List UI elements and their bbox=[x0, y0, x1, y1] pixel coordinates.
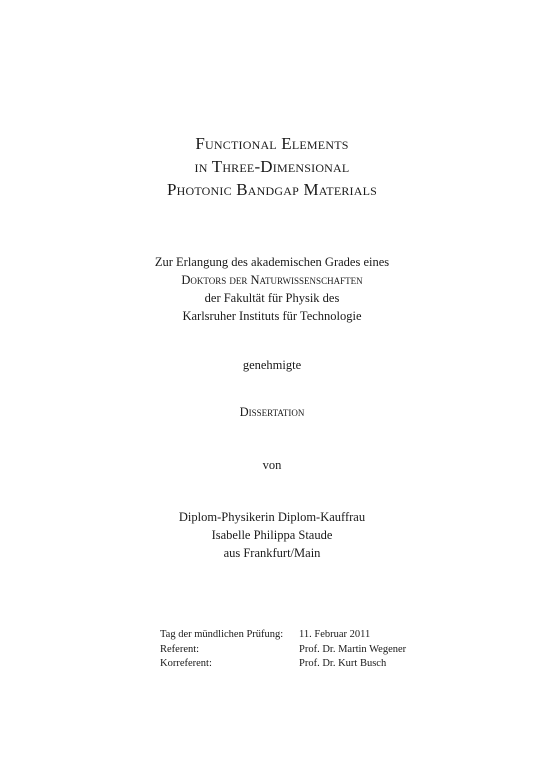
exam-info-row bbox=[160, 628, 406, 643]
exam-info-row bbox=[160, 657, 406, 672]
co-referee-value: Prof. Dr. Kurt Busch bbox=[299, 658, 387, 669]
co-referee-label: Korreferent: bbox=[160, 658, 212, 669]
author-origin: aus Frankfurt/Main bbox=[223, 546, 321, 560]
purpose-line-1: Zur Erlangung des akademischen Grades eines bbox=[154, 255, 390, 269]
title-line-2: in Three-Dimensional bbox=[194, 157, 350, 176]
thesis-title bbox=[0, 132, 544, 201]
purpose-line-4: Karlsruher Instituts für Technologie bbox=[182, 309, 362, 323]
degree-statement bbox=[0, 253, 544, 325]
author-block bbox=[0, 508, 544, 562]
exam-date-value: 11. Februar 2011 bbox=[299, 629, 371, 640]
exam-info-table bbox=[160, 628, 406, 672]
title-line-1: Functional Elements bbox=[195, 134, 349, 153]
purpose-line-3: der Fakultät für Physik des bbox=[204, 291, 340, 305]
title-line-3: Photonic Bandgap Materials bbox=[166, 180, 378, 199]
by-label: von bbox=[262, 458, 282, 472]
author-degrees: Diplom-Physikerin Diplom-Kauffrau bbox=[178, 510, 366, 524]
exam-info-row bbox=[160, 643, 406, 658]
referee-label: Referent: bbox=[160, 643, 200, 655]
approved-label: genehmigte bbox=[242, 358, 302, 372]
document-type: Dissertation bbox=[239, 405, 305, 419]
purpose-line-2: Doktors der Naturwissenschaften bbox=[181, 273, 363, 287]
author-name: Isabelle Philippa Staude bbox=[211, 528, 333, 542]
referee-value: Prof. Dr. Martin Wegener bbox=[299, 643, 407, 655]
exam-date-label: Tag der mündlichen Prüfung: bbox=[160, 629, 284, 640]
